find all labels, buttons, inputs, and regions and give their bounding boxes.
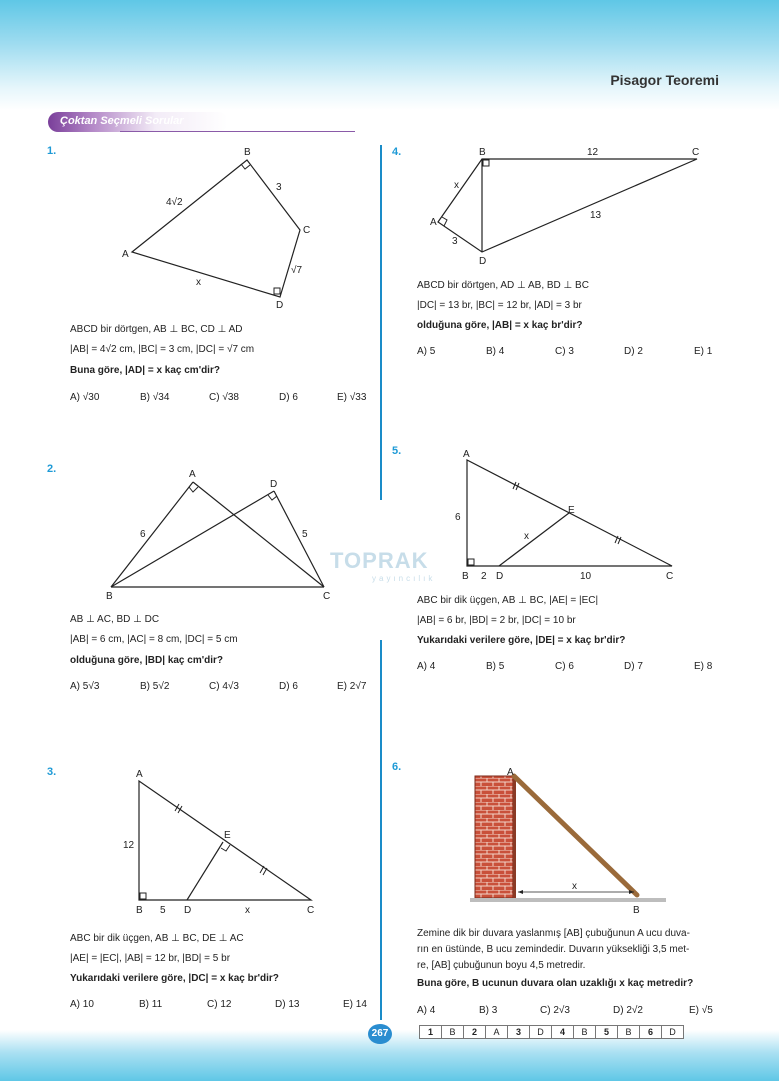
q3-label-x: x	[245, 905, 250, 916]
q2-option-c[interactable]: C) 4√3	[209, 681, 239, 692]
q6-rod	[514, 776, 637, 895]
q1-label-a: A	[122, 249, 129, 260]
column-divider-bottom	[380, 640, 382, 1020]
q2-option-a[interactable]: A) 5√3	[70, 681, 100, 692]
q1-question: Buna göre, |AD| = x kaç cm'dir?	[70, 365, 220, 376]
question-4-number: 4.	[392, 146, 402, 158]
q3-segment-de	[187, 842, 223, 900]
q3-options	[70, 999, 370, 1013]
q4-line-2: |DC| = 13 br, |BC| = 12 br, |AD| = 3 br	[417, 300, 582, 311]
column-divider-top	[380, 145, 382, 500]
q2-label-ab: 6	[140, 529, 146, 540]
q2-label-c: C	[323, 591, 331, 602]
answer-key-cell: 3	[508, 1026, 530, 1039]
q5-label-d: D	[496, 571, 504, 582]
q1-label-c: C	[303, 225, 311, 236]
q4-label-b: B	[479, 147, 486, 158]
page-number: 267	[368, 1024, 392, 1044]
answer-key-cell: B	[574, 1026, 596, 1039]
q1-line-2: |AB| = 4√2 cm, |BC| = 3 cm, |DC| = √7 cm	[70, 344, 255, 355]
q4-label-a: A	[430, 217, 437, 228]
answer-key-cell: B	[442, 1026, 464, 1039]
q6-option-e[interactable]: E) √5	[689, 1005, 713, 1016]
q1-quadrilateral	[132, 160, 303, 297]
q1-option-b[interactable]: B) √34	[140, 392, 170, 403]
q2-label-d: D	[270, 479, 278, 490]
q5-line-2: |AB| = 6 br, |BD| = 2 br, |DC| = 10 br	[417, 615, 576, 626]
q6-line-1: Zemine dik bir duvara yaslanmış [AB] çubuğunun A ucu duva-	[417, 928, 690, 939]
q2-right-angle-a	[189, 487, 198, 492]
question-6-number: 6.	[392, 761, 402, 773]
answer-key-cell: 1	[420, 1026, 442, 1039]
question-2-figure	[100, 465, 350, 605]
q4-label-bc: 12	[587, 147, 599, 158]
q6-question: Buna göre, B ucunun duvara olan uzaklığı x kaç metredir?	[417, 978, 694, 989]
q5-label-x: x	[524, 531, 529, 542]
q5-label-ab: 6	[455, 512, 461, 523]
q1-options	[70, 392, 370, 406]
section-title: Çoktan Seçmeli Sorular	[60, 115, 184, 127]
section-underline	[120, 131, 355, 132]
q3-label-b: B	[136, 905, 143, 916]
q5-label-b: B	[462, 571, 469, 582]
q2-question: olduğuna göre, |BD| kaç cm'dir?	[70, 655, 223, 666]
question-5-figure	[450, 445, 690, 585]
q5-label-bd: 2	[481, 571, 487, 582]
q2-option-e[interactable]: E) 2√7	[337, 681, 367, 692]
q5-label-c: C	[666, 571, 674, 582]
q6-label-b: B	[633, 905, 640, 916]
q3-line-1: ABC bir dik üçgen, AB ⊥ BC, DE ⊥ AC	[70, 933, 244, 944]
q3-label-bd: 5	[160, 905, 166, 916]
q3-right-angle-b	[140, 893, 146, 899]
q1-right-angle-b	[241, 164, 250, 169]
answer-key-table	[419, 1025, 684, 1039]
q5-label-a: A	[463, 449, 470, 460]
answer-key-cell: A	[486, 1026, 508, 1039]
q4-right-angle-b	[483, 160, 489, 166]
question-4-figure	[420, 145, 720, 270]
q6-options	[417, 1005, 717, 1019]
watermark-sub: yayıncılık	[372, 574, 436, 583]
q3-option-c[interactable]: C) 12	[207, 999, 232, 1010]
q6-ground	[470, 898, 666, 902]
q3-question: Yukarıdaki verilere göre, |DC| = x kaç br'dir?	[70, 973, 279, 984]
q1-line-1: ABCD bir dörtgen, AB ⊥ BC, CD ⊥ AD	[70, 324, 243, 335]
q3-option-b[interactable]: B) 11	[139, 999, 163, 1010]
q6-option-a[interactable]: A) 4	[417, 1005, 436, 1016]
q2-options	[70, 681, 370, 695]
q3-label-ab: 12	[123, 840, 135, 851]
q6-option-c[interactable]: C) 2√3	[540, 1005, 570, 1016]
q2-option-b[interactable]: B) 5√2	[140, 681, 170, 692]
q3-label-e: E	[224, 830, 231, 841]
answer-key-cell: 2	[464, 1026, 486, 1039]
q4-label-dc: 13	[590, 210, 602, 221]
q3-option-d[interactable]: D) 13	[275, 999, 300, 1010]
q2-label-a: A	[189, 469, 196, 480]
header-background	[0, 0, 779, 110]
q4-option-c[interactable]: C) 3	[555, 346, 574, 357]
q4-question: olduğuna göre, |AB| = x kaç br'dir?	[417, 320, 583, 331]
q5-question: Yukarıdaki verilere göre, |DE| = x kaç br'dir?	[417, 635, 626, 646]
q1-option-c[interactable]: C) √38	[209, 392, 239, 403]
q3-label-c: C	[307, 905, 315, 916]
q5-option-e[interactable]: E) 8	[694, 661, 713, 672]
q4-line-1: ABCD bir dörtgen, AD ⊥ AB, BD ⊥ BC	[417, 280, 589, 291]
q6-brick-wall	[475, 776, 513, 898]
q5-right-angle-b	[468, 559, 474, 565]
q4-label-c: C	[692, 147, 700, 158]
q1-option-a[interactable]: A) √30	[70, 392, 100, 403]
q1-label-ab: 4√2	[166, 197, 183, 208]
question-6-figure	[460, 762, 680, 918]
question-3-number: 3.	[47, 766, 57, 778]
q5-label-e: E	[568, 505, 575, 516]
q6-option-b[interactable]: B) 3	[479, 1005, 498, 1016]
q5-segment-de	[499, 513, 569, 566]
q3-option-a[interactable]: A) 10	[70, 999, 94, 1010]
topic-title: Pisagor Teoremi	[610, 72, 719, 88]
q6-wall-edge	[513, 776, 516, 898]
q5-line-1: ABC bir dik üçgen, AB ⊥ BC, |AE| = |EC|	[417, 595, 599, 606]
q1-label-b: B	[244, 147, 251, 158]
q3-line-2: |AE| = |EC|, |AB| = 12 br, |BD| = 5 br	[70, 953, 231, 964]
q4-label-x: x	[454, 180, 459, 191]
q2-label-b: B	[106, 591, 113, 602]
question-2-number: 2.	[47, 463, 57, 475]
q4-option-e[interactable]: E) 1	[694, 346, 713, 357]
q2-right-angle-d	[268, 495, 277, 500]
q1-right-angle-d	[274, 288, 280, 294]
q2-line-1: AB ⊥ AC, BD ⊥ DC	[70, 614, 160, 625]
q1-label-d: D	[276, 300, 284, 311]
q6-label-x: x	[572, 881, 577, 892]
q5-option-a[interactable]: A) 4	[417, 661, 436, 672]
answer-key-cell: 6	[640, 1026, 662, 1039]
q6-label-a: A	[507, 767, 514, 778]
answer-key-cell: B	[618, 1026, 640, 1039]
q5-options	[417, 661, 717, 675]
answer-key-cell: D	[662, 1026, 684, 1039]
question-1-figure	[100, 145, 340, 315]
q4-option-a[interactable]: A) 5	[417, 346, 436, 357]
q5-option-c[interactable]: C) 6	[555, 661, 574, 672]
answer-key-cell: 5	[596, 1026, 618, 1039]
question-3-figure	[115, 765, 345, 920]
q2-option-d[interactable]: D) 6	[279, 681, 298, 692]
q1-label-x: x	[196, 277, 201, 288]
q5-option-d[interactable]: D) 7	[624, 661, 643, 672]
q1-label-cd: √7	[291, 265, 303, 276]
q3-option-e[interactable]: E) 14	[343, 999, 367, 1010]
q4-options	[417, 346, 717, 360]
q4-option-d[interactable]: D) 2	[624, 346, 643, 357]
q2-line-2: |AB| = 6 cm, |AC| = 8 cm, |DC| = 5 cm	[70, 634, 238, 645]
question-1-number: 1.	[47, 145, 57, 157]
q6-line-2: rın en üstünde, B ucu zemindedir. Duvarın yüksekliği 3,5 met-	[417, 944, 690, 955]
q6-line-3: re, [AB] çubuğunun boyu 4,5 metredir.	[417, 960, 586, 971]
question-5-number: 5.	[392, 445, 402, 457]
q1-option-d[interactable]: D) 6	[279, 392, 298, 403]
q4-label-d: D	[479, 256, 487, 267]
q1-option-e[interactable]: E) √33	[337, 392, 367, 403]
q4-quadrilateral	[438, 159, 697, 252]
q6-option-d[interactable]: D) 2√2	[613, 1005, 643, 1016]
q3-label-d: D	[184, 905, 192, 916]
q5-option-b[interactable]: B) 5	[486, 661, 505, 672]
q1-label-bc: 3	[276, 182, 282, 193]
answer-key-cell: D	[530, 1026, 552, 1039]
q3-right-angle-e	[221, 845, 230, 851]
q4-label-ad: 3	[452, 236, 458, 247]
q4-option-b[interactable]: B) 4	[486, 346, 505, 357]
watermark-logo: TOPRAK	[330, 548, 429, 573]
q5-label-dc: 10	[580, 571, 592, 582]
q3-label-a: A	[136, 769, 143, 780]
answer-key-cell: 4	[552, 1026, 574, 1039]
q2-label-dc: 5	[302, 529, 308, 540]
